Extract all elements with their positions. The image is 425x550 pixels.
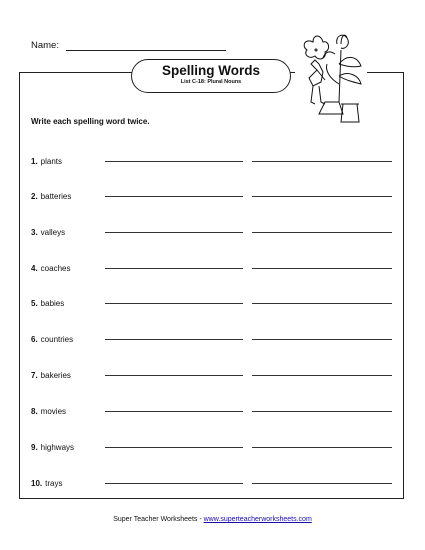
answer-line[interactable]	[105, 268, 243, 269]
answer-line[interactable]	[252, 447, 392, 448]
instructions: Write each spelling word twice.	[31, 117, 150, 126]
answer-line[interactable]	[252, 339, 392, 340]
footer	[0, 516, 425, 523]
word-number: 10.	[31, 479, 43, 488]
word-row	[31, 365, 391, 381]
word-number: 2.	[31, 192, 38, 201]
word-number: 7.	[31, 371, 38, 380]
worksheet-frame	[19, 72, 404, 499]
page-title: Spelling Words	[161, 63, 260, 78]
answer-line[interactable]	[252, 375, 392, 376]
answer-line[interactable]	[105, 375, 243, 376]
answer-line[interactable]	[252, 411, 392, 412]
name-label: Name:	[31, 40, 59, 51]
answer-line[interactable]	[252, 268, 392, 269]
word-number: 1.	[31, 157, 38, 166]
answer-line[interactable]	[252, 483, 392, 484]
spelling-word: trays	[45, 479, 63, 488]
answer-line[interactable]	[252, 196, 392, 197]
answer-line[interactable]	[252, 232, 392, 233]
word-row	[31, 329, 391, 345]
word-row	[31, 293, 391, 309]
word-row	[31, 222, 391, 238]
word-number: 6.	[31, 335, 38, 344]
word-row	[31, 151, 391, 167]
answer-line[interactable]	[105, 339, 243, 340]
word-row	[31, 186, 391, 202]
answer-line[interactable]	[105, 483, 243, 484]
answer-line[interactable]	[105, 161, 243, 162]
spelling-word: babies	[40, 299, 65, 308]
spelling-word: coaches	[40, 264, 71, 273]
answer-line[interactable]	[105, 411, 243, 412]
spelling-word: highways	[40, 443, 75, 452]
word-number: 8.	[31, 407, 38, 416]
word-row	[31, 401, 391, 417]
answer-line[interactable]	[105, 303, 243, 304]
child-watering-plant-icon	[295, 24, 367, 132]
spelling-word: movies	[40, 407, 67, 416]
spelling-word: countries	[40, 335, 74, 344]
page-subtitle: List C-18: Plural Nouns	[180, 79, 242, 85]
footer-link[interactable]: www.superteacherworksheets.com	[203, 516, 312, 523]
word-number: 9.	[31, 443, 38, 452]
spelling-word: bakeries	[40, 371, 71, 380]
name-field[interactable]	[66, 50, 226, 51]
word-row	[31, 437, 391, 453]
answer-line[interactable]	[105, 196, 243, 197]
answer-line[interactable]	[252, 161, 392, 162]
spelling-word: valleys	[40, 228, 66, 237]
word-number: 5.	[31, 299, 38, 308]
word-row	[31, 258, 391, 274]
word-number: 4.	[31, 264, 38, 273]
answer-line[interactable]	[105, 232, 243, 233]
answer-line[interactable]	[105, 447, 243, 448]
title-box	[131, 59, 291, 93]
spelling-word: plants	[40, 157, 63, 166]
word-row	[31, 473, 391, 489]
word-number: 3.	[31, 228, 38, 237]
spelling-word: batteries	[40, 192, 72, 201]
answer-line[interactable]	[252, 303, 392, 304]
footer-text: Super Teacher Worksheets -	[113, 516, 204, 523]
